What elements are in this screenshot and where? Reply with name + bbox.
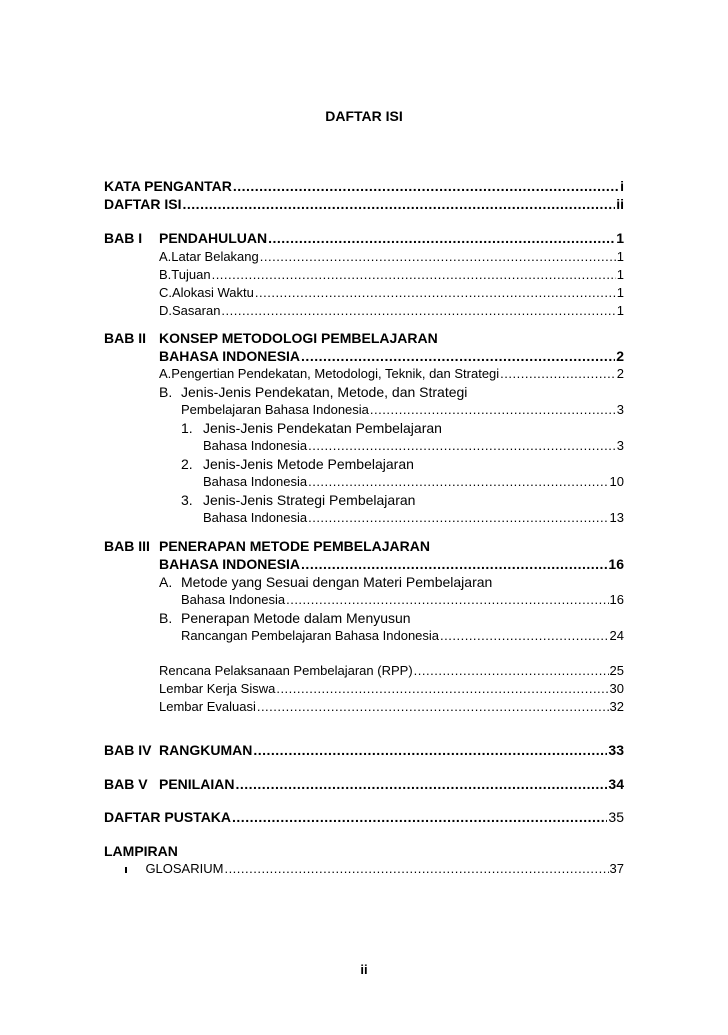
toc-label: DAFTAR ISI bbox=[104, 196, 182, 212]
toc-entry-lks[interactable] bbox=[159, 681, 624, 699]
toc-label: Alokasi Waktu bbox=[172, 285, 254, 300]
toc-leader bbox=[212, 267, 616, 282]
toc-entry-evaluasi[interactable] bbox=[159, 699, 624, 717]
toc-page: i bbox=[620, 178, 624, 194]
toc-label: Latar Belakang bbox=[171, 249, 259, 264]
toc-label: DAFTAR PUSTAKA bbox=[104, 809, 232, 825]
toc-label-line1: Jenis-Jenis Pendekatan Pembelajaran bbox=[203, 420, 442, 436]
toc-label: Rencana Pelaksanaan Pembelajaran (RPP) bbox=[159, 663, 413, 678]
toc-entry-kata-pengantar[interactable] bbox=[104, 178, 624, 196]
toc-entry-bab1[interactable] bbox=[159, 230, 624, 248]
toc-label-line1: Jenis-Jenis Metode Pembelajaran bbox=[203, 456, 414, 472]
lampiran-heading: LAMPIRAN bbox=[104, 843, 178, 859]
toc-label: KATA PENGANTAR bbox=[104, 178, 232, 194]
toc-entry-bab3[interactable] bbox=[159, 556, 624, 574]
toc-label: PENDAHULUAN bbox=[159, 230, 268, 246]
toc-label-line1: Penerapan Metode dalam Menyusun bbox=[181, 610, 411, 626]
toc-page: 1 bbox=[616, 285, 624, 300]
item-marker: 2. bbox=[181, 456, 193, 472]
toc-entry-bab2-a[interactable] bbox=[159, 366, 624, 384]
toc-label: Bahasa Indonesia bbox=[203, 474, 308, 489]
toc-label-line1: Metode yang Sesuai dengan Materi Pembelajaran bbox=[181, 574, 493, 590]
toc-leader bbox=[301, 348, 615, 364]
chapter-number: BAB V bbox=[104, 776, 148, 792]
toc-entry-bab2-b1[interactable] bbox=[203, 438, 624, 456]
toc-label: Bahasa Indonesia bbox=[203, 438, 308, 453]
page-title: DAFTAR ISI bbox=[325, 108, 403, 124]
toc-page: 1 bbox=[616, 230, 624, 246]
toc-leader bbox=[308, 438, 616, 453]
toc-page: ii bbox=[616, 196, 624, 212]
toc-label: Lembar Kerja Siswa bbox=[159, 681, 276, 696]
chapter-number: BAB IV bbox=[104, 742, 152, 758]
toc-leader bbox=[233, 178, 619, 194]
toc-leader bbox=[500, 366, 616, 381]
toc-label: Pembelajaran Bahasa Indonesia bbox=[181, 402, 369, 417]
item-marker: B. bbox=[159, 267, 172, 282]
toc-leader bbox=[268, 230, 615, 246]
page-number: ii bbox=[360, 962, 368, 977]
item-marker: A. bbox=[159, 574, 173, 590]
toc-entry-rpp[interactable] bbox=[159, 663, 624, 681]
item-marker: C. bbox=[159, 285, 172, 300]
toc-entry-daftar-pustaka[interactable] bbox=[104, 809, 624, 827]
toc-entry-bab1-c[interactable] bbox=[159, 285, 624, 303]
item-marker: A. bbox=[159, 249, 172, 264]
toc-page: 10 bbox=[609, 474, 624, 489]
chapter-title-line1: PENERAPAN METODE PEMBELAJARAN bbox=[159, 538, 430, 554]
toc-entry-bab3-a[interactable] bbox=[181, 592, 624, 610]
toc-page: 33 bbox=[608, 742, 624, 758]
chapter-title-line1: KONSEP METODOLOGI PEMBELAJARAN bbox=[159, 330, 438, 346]
chapter-number: BAB I bbox=[104, 230, 143, 246]
toc-page: 1 bbox=[616, 249, 624, 264]
toc-page: 3 bbox=[616, 402, 624, 417]
toc-page: 16 bbox=[609, 592, 624, 607]
toc-label-line1: Jenis-Jenis Pendekatan, Metode, dan Strategi bbox=[181, 384, 468, 400]
toc-label: Bahasa Indonesia bbox=[203, 510, 308, 525]
chapter-number: BAB III bbox=[104, 538, 150, 554]
toc-leader bbox=[414, 663, 609, 678]
toc-leader bbox=[257, 699, 609, 714]
toc-entry-bab2-b[interactable] bbox=[181, 402, 624, 420]
toc-page: 13 bbox=[609, 510, 624, 525]
chapter-number: BAB II bbox=[104, 330, 146, 346]
toc-entry-bab4[interactable] bbox=[159, 742, 624, 760]
toc-page: 30 bbox=[609, 681, 624, 696]
toc-page: 2 bbox=[616, 366, 624, 381]
toc-label: Lembar Evaluasi bbox=[159, 699, 256, 714]
toc-leader bbox=[308, 510, 608, 525]
toc-leader bbox=[224, 861, 608, 876]
toc-label: PENILAIAN bbox=[159, 776, 235, 792]
item-marker: 3. bbox=[181, 492, 193, 508]
toc-leader bbox=[276, 681, 608, 696]
toc-entry-bab1-a[interactable] bbox=[159, 249, 624, 267]
toc-page: 35 bbox=[608, 809, 624, 825]
toc-label: BAHASA INDONESIA bbox=[159, 556, 301, 572]
toc-leader bbox=[221, 303, 615, 318]
toc-entry-daftar-isi[interactable] bbox=[104, 196, 624, 214]
toc-page: 37 bbox=[609, 861, 624, 876]
toc-entry-glosarium[interactable] bbox=[125, 861, 624, 879]
toc-leader bbox=[440, 628, 609, 643]
toc-page: 25 bbox=[609, 663, 624, 678]
toc-page: 1 bbox=[616, 267, 624, 282]
toc-leader bbox=[235, 776, 607, 792]
toc-leader bbox=[253, 742, 607, 758]
item-marker: B. bbox=[159, 610, 173, 626]
item-marker: 1. bbox=[181, 420, 193, 436]
toc-label: Tujuan bbox=[171, 267, 211, 282]
toc-page: 2 bbox=[616, 348, 624, 364]
toc-entry-bab1-b[interactable] bbox=[159, 267, 624, 285]
toc-leader bbox=[232, 809, 607, 825]
toc-page: 34 bbox=[608, 776, 624, 792]
toc-entry-bab2[interactable] bbox=[159, 348, 624, 366]
toc-leader bbox=[183, 196, 616, 212]
toc-leader bbox=[286, 592, 608, 607]
toc-leader bbox=[370, 402, 616, 417]
toc-entry-bab2-b3[interactable] bbox=[203, 510, 624, 528]
toc-label: GLOSARIUM bbox=[145, 861, 224, 876]
toc-page: 3 bbox=[616, 438, 624, 453]
toc-entry-bab5[interactable] bbox=[159, 776, 624, 794]
bullet-icon bbox=[125, 867, 127, 873]
toc-page: 1 bbox=[616, 303, 624, 318]
toc-label: RANGKUMAN bbox=[159, 742, 253, 758]
toc-leader bbox=[255, 285, 616, 300]
toc-entry-bab3-b[interactable] bbox=[181, 628, 624, 646]
toc-label-line1: Jenis-Jenis Strategi Pembelajaran bbox=[203, 492, 416, 508]
toc-leader bbox=[301, 556, 607, 572]
toc-entry-bab1-d[interactable] bbox=[159, 303, 624, 321]
toc-label: Pengertian Pendekatan, Metodologi, Teknik, dan Strategi bbox=[171, 366, 500, 381]
toc-label: Rancangan Pembelajaran Bahasa Indonesia bbox=[181, 628, 440, 643]
toc-page: 24 bbox=[609, 628, 624, 643]
item-marker: A. bbox=[159, 366, 172, 381]
toc-label: Bahasa Indonesia bbox=[181, 592, 286, 607]
toc-label: Sasaran bbox=[172, 303, 221, 318]
toc-label: BAHASA INDONESIA bbox=[159, 348, 301, 364]
toc-leader bbox=[260, 249, 616, 264]
item-marker: B. bbox=[159, 384, 173, 400]
toc-leader bbox=[308, 474, 608, 489]
toc-page: 16 bbox=[608, 556, 624, 572]
toc-entry-bab2-b2[interactable] bbox=[203, 474, 624, 492]
toc-page: 32 bbox=[609, 699, 624, 714]
item-marker: D. bbox=[159, 303, 172, 318]
